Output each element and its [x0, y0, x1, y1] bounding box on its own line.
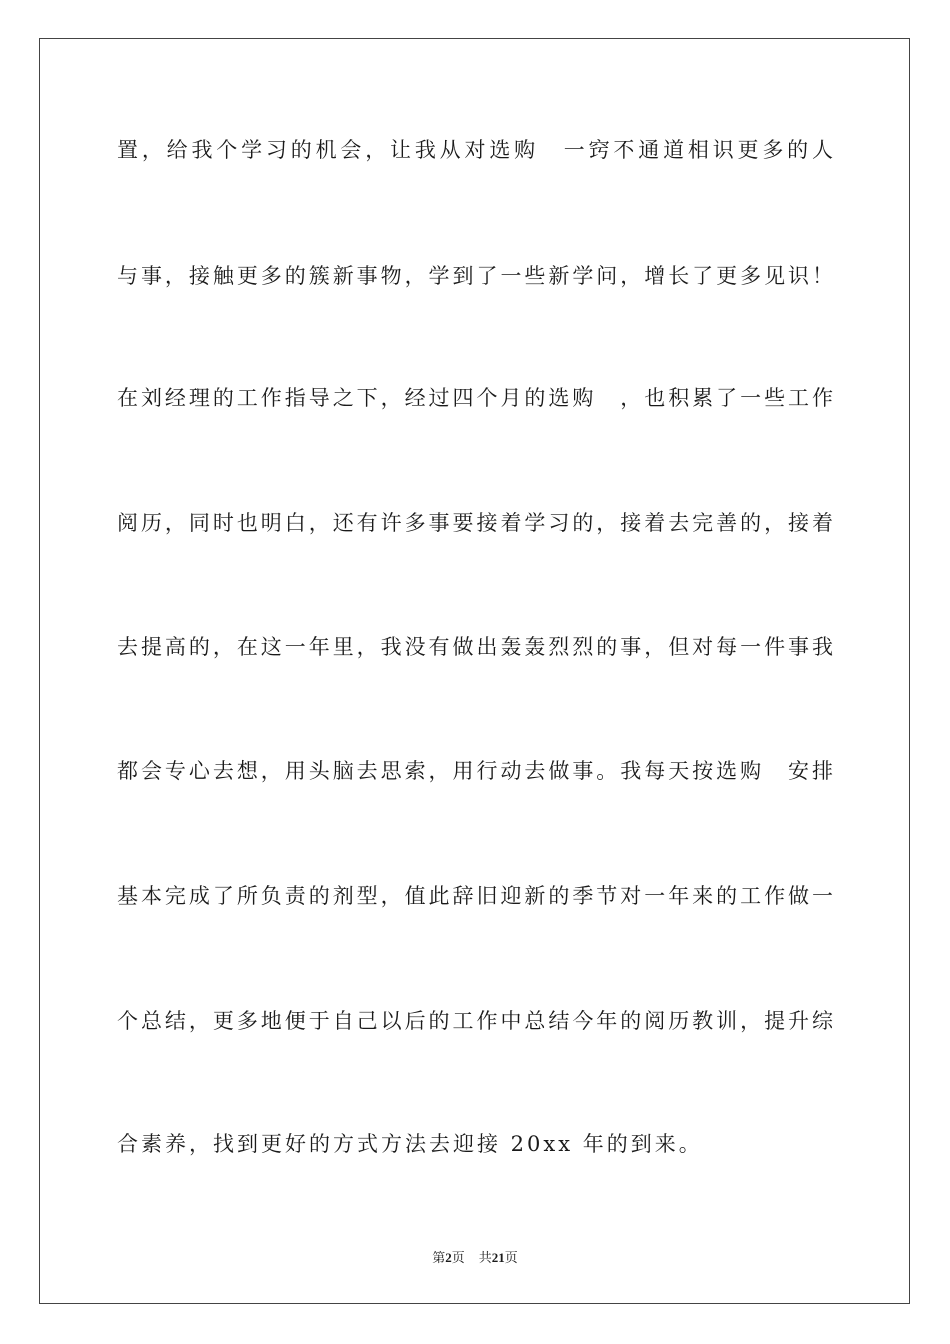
- text-line-8: 个总结，更多地便于自己以后的工作中总结今年的阅历教训，提升综: [117, 1009, 833, 1033]
- text-line-3: 在刘经理的工作指导之下，经过四个月的选购 ，也积累了一些工作: [117, 386, 833, 410]
- total-label-suffix: 页: [504, 1251, 518, 1266]
- text-line-2: 与事，接触更多的簇新事物，学到了一些新学问，增长了更多见识！: [117, 264, 833, 288]
- text-line-1: 置，给我个学习的机会，让我从对选购 一窍不通道相识更多的人: [117, 138, 833, 162]
- text-line-6: 都会专心去想，用头脑去思索，用行动去做事。我每天按选购 安排: [117, 759, 833, 783]
- page-label-suffix: 页: [451, 1251, 465, 1266]
- page-label-prefix: 第: [432, 1251, 446, 1266]
- page-border: [39, 38, 910, 1304]
- text-line-4: 阅历，同时也明白，还有许多事要接着学习的，接着去完善的，接着: [117, 511, 833, 535]
- current-page-number: 2: [445, 1250, 452, 1265]
- page-footer: [0, 1249, 950, 1268]
- text-line-7: 基本完成了所负责的剂型，值此辞旧迎新的季节对一年来的工作做一: [117, 884, 833, 908]
- text-line-5: 去提高的，在这一年里，我没有做出轰轰烈烈的事，但对每一件事我: [117, 635, 833, 659]
- text-line-9: 合素养，找到更好的方式方法去迎接 20xx 年的到来。: [117, 1132, 703, 1156]
- total-label-prefix: 共: [478, 1251, 492, 1266]
- total-page-count: 21: [491, 1250, 505, 1265]
